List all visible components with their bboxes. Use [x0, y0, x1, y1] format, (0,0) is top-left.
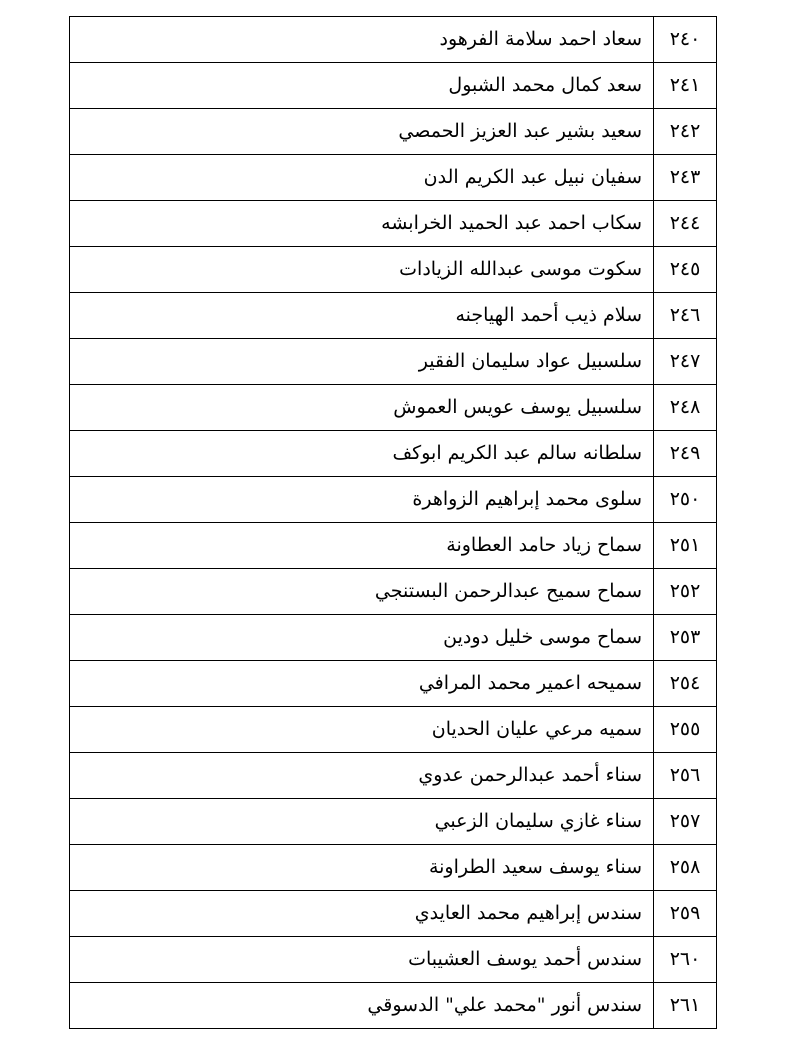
- table-row: [70, 385, 717, 431]
- row-number-cell: ٢٥٠: [654, 477, 717, 523]
- table-row: [70, 201, 717, 247]
- row-number-cell: ٢٦١: [654, 983, 717, 1029]
- row-number-cell: ٢٤٠: [654, 17, 717, 63]
- table-row: [70, 937, 717, 983]
- row-name-cell: سماح زياد حامد العطاونة: [70, 523, 654, 569]
- table-row: [70, 247, 717, 293]
- row-name-cell: سندس أحمد يوسف العشيبات: [70, 937, 654, 983]
- row-name-cell: سماح موسى خليل دودين: [70, 615, 654, 661]
- row-number-cell: ٢٤٧: [654, 339, 717, 385]
- row-number-cell: ٢٤٩: [654, 431, 717, 477]
- table-row: [70, 431, 717, 477]
- names-table-container: [69, 16, 717, 1029]
- names-table: [69, 16, 717, 1029]
- row-name-cell: سناء أحمد عبدالرحمن عدوي: [70, 753, 654, 799]
- table-row: [70, 63, 717, 109]
- row-name-cell: سلسبيل يوسف عويس العموش: [70, 385, 654, 431]
- table-row: [70, 891, 717, 937]
- table-row: [70, 17, 717, 63]
- row-name-cell: سماح سميح عبدالرحمن البستنجي: [70, 569, 654, 615]
- table-row: [70, 523, 717, 569]
- row-name-cell: سلوى محمد إبراهيم الزواهرة: [70, 477, 654, 523]
- row-number-cell: ٢٥٣: [654, 615, 717, 661]
- row-name-cell: سعد كمال محمد الشبول: [70, 63, 654, 109]
- table-row: [70, 845, 717, 891]
- row-number-cell: ٢٤٢: [654, 109, 717, 155]
- row-name-cell: سلطانه سالم عبد الكريم ابوكف: [70, 431, 654, 477]
- row-name-cell: سميه مرعي عليان الحديان: [70, 707, 654, 753]
- row-name-cell: سناء غازي سليمان الزعبي: [70, 799, 654, 845]
- table-row: [70, 707, 717, 753]
- row-number-cell: ٢٥٥: [654, 707, 717, 753]
- table-row: [70, 155, 717, 201]
- row-name-cell: سعيد بشير عبد العزيز الحمصي: [70, 109, 654, 155]
- row-name-cell: سلسبيل عواد سليمان الفقير: [70, 339, 654, 385]
- row-number-cell: ٢٥٦: [654, 753, 717, 799]
- row-name-cell: سكوت موسى عبدالله الزيادات: [70, 247, 654, 293]
- row-name-cell: سندس إبراهيم محمد العايدي: [70, 891, 654, 937]
- row-number-cell: ٢٥٤: [654, 661, 717, 707]
- table-row: [70, 661, 717, 707]
- row-name-cell: سلام ذيب أحمد الهياجنه: [70, 293, 654, 339]
- row-number-cell: ٢٤١: [654, 63, 717, 109]
- row-number-cell: ٢٤٨: [654, 385, 717, 431]
- row-number-cell: ٢٤٣: [654, 155, 717, 201]
- table-row: [70, 569, 717, 615]
- table-row: [70, 109, 717, 155]
- row-number-cell: ٢٥٨: [654, 845, 717, 891]
- row-name-cell: سميحه اعمير محمد المرافي: [70, 661, 654, 707]
- table-row: [70, 477, 717, 523]
- row-number-cell: ٢٥٢: [654, 569, 717, 615]
- row-number-cell: ٢٤٥: [654, 247, 717, 293]
- row-number-cell: ٢٤٦: [654, 293, 717, 339]
- table-row: [70, 615, 717, 661]
- row-name-cell: سندس أنور "محمد علي" الدسوقي: [70, 983, 654, 1029]
- row-number-cell: ٢٥٧: [654, 799, 717, 845]
- table-row: [70, 799, 717, 845]
- table-row: [70, 293, 717, 339]
- row-name-cell: سفيان نبيل عبد الكريم الدن: [70, 155, 654, 201]
- row-number-cell: ٢٥١: [654, 523, 717, 569]
- names-table-body: [70, 17, 717, 1029]
- row-number-cell: ٢٦٠: [654, 937, 717, 983]
- table-row: [70, 983, 717, 1029]
- row-number-cell: ٢٥٩: [654, 891, 717, 937]
- row-name-cell: سناء يوسف سعيد الطراونة: [70, 845, 654, 891]
- row-name-cell: سكاب احمد عبد الحميد الخرابشه: [70, 201, 654, 247]
- table-row: [70, 753, 717, 799]
- row-name-cell: سعاد احمد سلامة الفرهود: [70, 17, 654, 63]
- row-number-cell: ٢٤٤: [654, 201, 717, 247]
- table-row: [70, 339, 717, 385]
